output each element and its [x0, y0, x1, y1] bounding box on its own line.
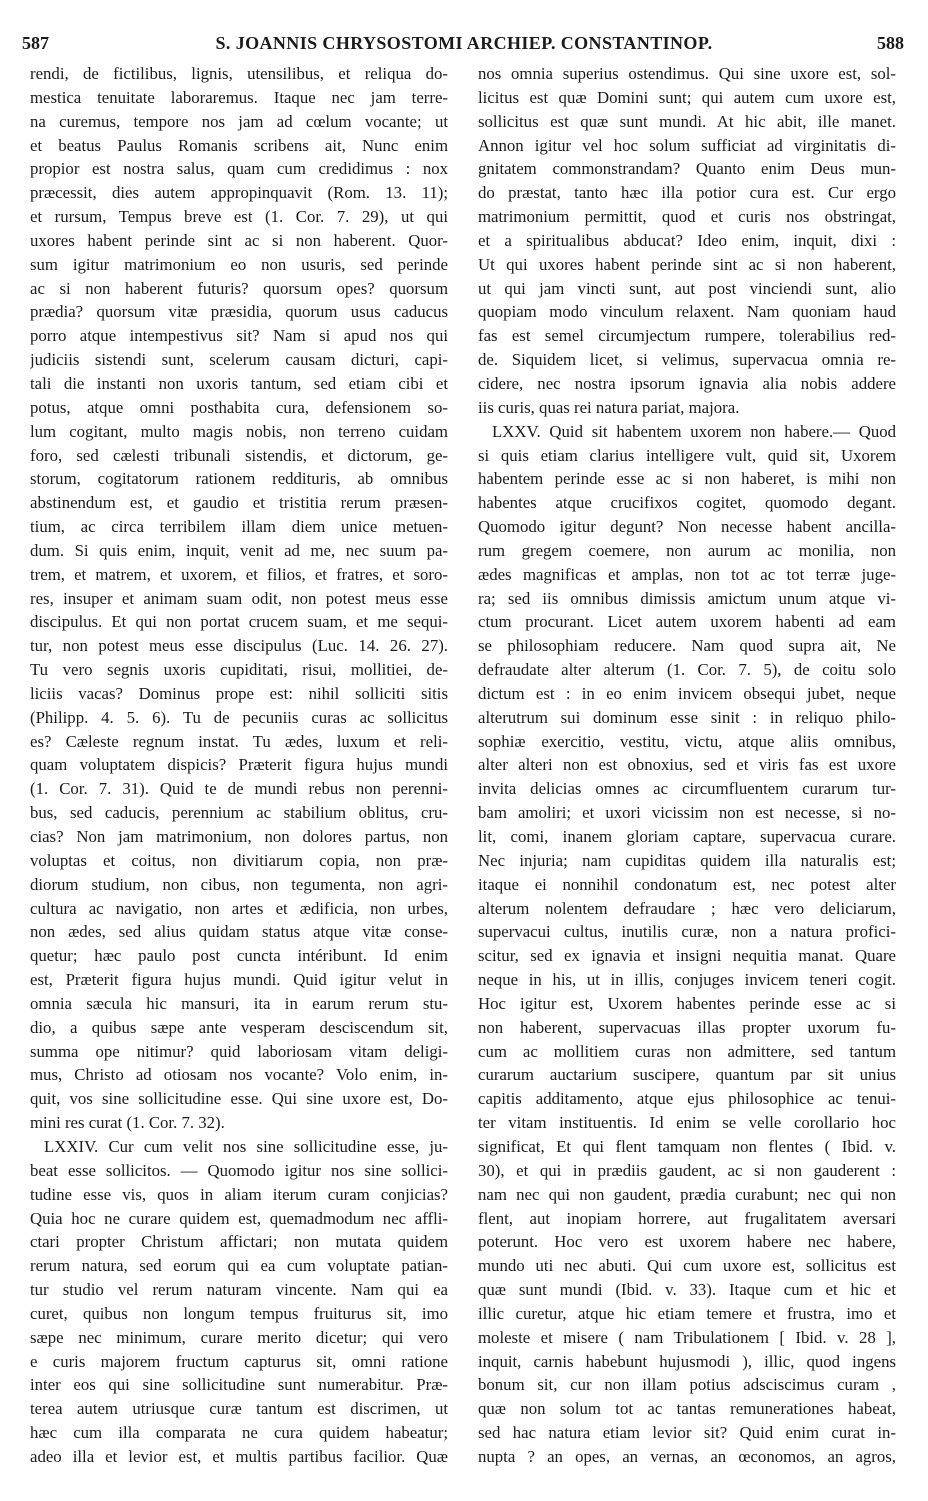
text-line: de. Siquidem licet, si velimus, supervacua omnia re-	[478, 350, 896, 370]
text-line: alter alteri non est obnoxius, sed et viris fas est uxore	[478, 755, 896, 775]
text-line: ctari propter Christum affictari; non mutata quidem	[30, 1232, 448, 1252]
text-line: uxores habent perinde sint ac si non haberent. Quor-	[30, 230, 448, 250]
text-line: si quis etiam clarius intelligere vult, quid sit, Uxorem	[478, 445, 896, 465]
text-line: inquit, carnis habebunt hujusmodi ), illic, quod ingens	[478, 1351, 896, 1371]
text-line: diorum studium, non cibus, non tegumenta, non agri-	[30, 874, 448, 894]
text-line: quetur; hæc paulo post cuncta intéribunt. Id enim	[30, 946, 448, 966]
text-line: prædia? quorsum vitæ præsidia, quorum usus caducus	[30, 302, 448, 322]
text-line: na curemus, tempore nos jam ad cœlum vocante; ut	[30, 111, 448, 131]
text-line: Tu vero segnis uxoris cupiditati, risui, mollitiei, de-	[30, 660, 448, 680]
text-line: (Philipp. 4. 5. 6). Tu de pecuniis curas ac sollicitus	[30, 707, 448, 727]
text-line: sed hac natura etiam levior sit? Quid enim curat in-	[478, 1423, 896, 1443]
text-line: est, Præterit figura hujus mundi. Quid igitur velut in	[30, 970, 448, 990]
text-line: Annon igitur vel hoc solum sufficiat ad virginitatis di-	[478, 135, 896, 155]
text-line: bam amoliri; et uxori vicissim non est necesse, si no-	[478, 803, 896, 823]
text-line: storum, cogitatorum rationem reddituris, ab omnibus	[30, 469, 448, 489]
text-line: e curis majorem fructum capturus sit, omni ratione	[30, 1351, 448, 1371]
text-line: præcessit, dies autem appropinquavit (Rom. 13. 11);	[30, 183, 448, 203]
text-line: Quomodo igitur degunt? Non necesse habent ancilla-	[478, 517, 896, 537]
text-line: cum ac mollitiem curas non admittere, sed tantum	[478, 1041, 896, 1061]
text-line: cidere, nec nostra ipsorum ignavia alia nobis addere	[478, 373, 896, 393]
text-line: rum gregem coemere, non aurum ac monilia, non	[478, 540, 896, 560]
text-line: itaque ei nonnihil condonatum est, nec potest alter	[478, 874, 896, 894]
text-line: habentem perinde esse ac si non haberet, is mihi non	[478, 469, 896, 489]
text-line: nupta ? an opes, an vernas, an œconomos, an agros,	[478, 1446, 896, 1466]
text-line: quopiam modo vinculum relaxent. Nam quoniam haud	[478, 302, 896, 322]
right-text-column	[478, 62, 896, 1469]
text-line: tudine esse vis, quos in aliam iterum curam conjicias?	[30, 1184, 448, 1204]
text-line: alterutrum sui dominum esse sinit : in reliquo philo-	[478, 707, 896, 727]
text-line: sollicitus est quæ sunt mundi. At hic abit, ille manet.	[478, 111, 896, 131]
text-line: trem, et matrem, et uxorem, et filios, et fratres, et soro-	[30, 564, 448, 584]
text-line: Quia hoc ne curare quidem est, quemadmodum nec affli-	[30, 1208, 448, 1228]
text-line: capitis additamento, atque ejus philosophice ac tenui-	[478, 1089, 896, 1109]
text-line: adeo illa et levior est, et multis partibus facilior. Quæ	[30, 1446, 448, 1466]
text-line: sophiæ exercitio, vestitu, victu, atque aliis omnibus,	[478, 731, 896, 751]
text-line: inter eos qui sine sollicitudine sunt numerabitur. Præ-	[30, 1375, 448, 1395]
text-line: 30), et qui in prædiis gaudent, ac si non gauderent :	[478, 1160, 896, 1180]
text-line: non ædes, sed alius quidam status atque vitæ conse-	[30, 922, 448, 942]
text-line: es? Cæleste regnum instat. Tu ædes, luxum et reli-	[30, 731, 448, 751]
text-line: hæc cum illa comparata ne cura quidem habeatur;	[30, 1423, 448, 1443]
running-title: S. JOANNIS CHRYSOSTOMI ARCHIEP. CONSTANTINOP.	[215, 33, 713, 53]
text-line: ac si non haberent futuris? quorsum opes? quorsum	[30, 278, 448, 298]
text-line: LXXV. Quid sit habentem uxorem non habere.— Quod	[492, 421, 896, 441]
text-line: bonum sit, cur non illam potius adsciscimus curam ,	[478, 1375, 896, 1395]
text-line: scitur, sed ex ignavia et insigni nequitia manat. Quare	[478, 946, 896, 966]
text-line: porro atque intempestivus sit? Nam si apud nos qui	[30, 326, 448, 346]
text-line: quæ non solum tot ac tantas remunerationes habeat,	[478, 1399, 896, 1419]
text-line: cias? Non jam matrimonium, non dolores partus, non	[30, 827, 448, 846]
right-page-number: 588	[877, 33, 904, 53]
text-line: LXXIV. Cur cum velit nos sine sollicitudine esse, ju-	[44, 1136, 448, 1156]
text-line: tur, non potest meus esse discipulus (Luc. 14. 26. 27).	[30, 636, 448, 656]
text-line: alterum nolentem defraudare ; hæc vero deliciarum,	[478, 898, 896, 918]
text-line: summa ope nitimur? quid laboriosam vitam deligi-	[30, 1041, 448, 1061]
text-line: significat, Et qui flent tamquam non flentes ( Ibid. v.	[478, 1136, 896, 1156]
text-line: invita delicias omnes ac circumfluentem curarum tur-	[478, 779, 896, 799]
text-line: quæ sunt mundi (Ibid. v. 33). Itaque cum et hic et	[478, 1280, 896, 1300]
text-line: Ut qui uxores habent perinde sint ac si non haberent,	[478, 254, 896, 274]
text-line: terea autem utriusque curæ tantum est discrimen, ut	[30, 1399, 448, 1419]
text-line: potus, atque omni posthabita cura, defensionem so-	[30, 397, 448, 417]
text-line: licitus est quæ Domini sunt; qui autem cum uxore est,	[478, 87, 896, 107]
text-line: poterunt. Hoc vero est uxorem habere nec habere,	[478, 1232, 896, 1252]
text-line: tium, ac circa terribilem illam diem unice metuen-	[30, 517, 448, 537]
text-line: ut qui jam vincti sunt, aut post vinciendi sunt, alio	[478, 278, 896, 298]
text-line: beat esse sollicitos. — Quomodo igitur nos sine sollici-	[30, 1160, 448, 1180]
left-text-column	[30, 62, 448, 1469]
text-line: ædes magnificas et amplas, non tot ac tot terræ juge-	[478, 564, 896, 584]
text-line: sæpe nec minimum, curare merito dicetur; qui vero	[30, 1327, 448, 1347]
text-line: matrimonium permittit, quod et curis nos obstringat,	[478, 207, 896, 227]
left-page-number: 587	[22, 33, 49, 53]
text-line: propior est nostra salus, quam cum credidimus : nox	[30, 159, 448, 179]
text-line: neque in his, ut in illis, conjuges invicem teneri cogit.	[478, 970, 896, 990]
text-line: tali die instanti non uxoris tantum, sed etiam cibi et	[30, 373, 448, 393]
text-line: gnitatem commonstrandam? Quanto enim Deus mun-	[478, 159, 896, 179]
text-line: habentes atque crucifixos cogitet, quomodo degant.	[478, 493, 896, 513]
text-line: quit, vos sine sollicitudine esse. Qui sine uxore est, Do-	[30, 1089, 448, 1109]
text-line: illic curetur, atque hic etiam temere et frustra, imo et	[478, 1303, 896, 1323]
text-line: rendi, de fictilibus, lignis, utensilibus, et reliqua do-	[30, 64, 448, 83]
text-line: et beatus Paulus Romanis scribens ait, Nunc enim	[30, 135, 448, 155]
text-line: curet, quibus non longum tempus fruiturus sit, imo	[30, 1303, 448, 1323]
text-line: dio, a quibus sæpe ante vesperam desciscendum sit,	[30, 1017, 448, 1037]
text-line: non haberent, supervacuas illas propter uxorum fu-	[478, 1017, 896, 1037]
text-line: curarum auctarium suscipere, quantum par sit unius	[478, 1065, 896, 1085]
text-line: voluptas et coitus, non divitiarum copia, non præ-	[30, 850, 448, 870]
text-line: mini res curat (1. Cor. 7. 32).	[30, 1113, 225, 1133]
text-line: rerum natura, sed eorum qui ea cum voluptate patian-	[30, 1256, 448, 1276]
text-line: dum. Si quis enim, inquit, venit ad me, nec suum pa-	[30, 540, 448, 560]
text-line: sum igitur matrimonium eo non usuris, sed perinde	[30, 254, 448, 274]
text-line: moleste et misere ( nam Tribulationem [ Ibid. v. 28 ],	[478, 1327, 896, 1347]
text-line: se philosophiam reducere. Nam quod supra ait, Ne	[478, 636, 896, 656]
text-line: et a spiritualibus abducat? Ideo enim, inquit, dixi :	[478, 230, 896, 250]
text-line: flent, aut inopiam horrere, aut frugalitatem aversari	[478, 1208, 896, 1228]
text-line: judiciis sistendi sunt, scelerum causam dicturi, capi-	[30, 350, 448, 370]
text-line: ter vitam instituentis. Id enim se velle corollario hoc	[478, 1113, 896, 1133]
text-line: quam voluptatem dispicis? Præterit figura hujus mundi	[30, 755, 448, 775]
text-line: foro, sed cælesti tribunali sistendis, et dictorum, ge-	[30, 445, 448, 465]
text-line: liciis vacas? Dominus prope est: nihil solliciti sitis	[30, 683, 448, 703]
text-line: res, insuper et animam suam odit, non potest meus esse	[30, 588, 448, 608]
text-line: bus, sed caducis, perennium ac stabilium oblitus, cru-	[30, 803, 448, 823]
text-line: defraudate alter alterum (1. Cor. 7. 5), de coitu solo	[478, 660, 896, 680]
text-line: lit, comi, inanem gloriam captare, supervacua curare.	[478, 827, 896, 846]
text-line: (1. Cor. 7. 31). Quid te de mundi rebus non perenni-	[30, 779, 448, 799]
text-line: mundo uti nec abuti. Qui cum uxore est, sollicitus est	[478, 1256, 896, 1276]
text-line: Hoc igitur est, Uxorem habentes perinde esse ac si	[478, 993, 896, 1013]
text-line: nos omnia superius ostendimus. Qui sine uxore est, sol-	[478, 64, 896, 83]
text-line: discipulus. Et qui non portat crucem suam, et me sequi-	[30, 612, 448, 632]
text-line: lum cogitant, multo magis nobis, non terreno cuidam	[30, 421, 448, 441]
text-line: nam nec qui non gaudent, prædia curabunt; nec qui non	[478, 1184, 896, 1204]
text-line: iis curis, quas rei natura pariat, majora.	[478, 397, 740, 417]
text-line: do præstat, tanto hæc illa potior cura est. Cur ergo	[478, 183, 896, 203]
text-line: omnia sæcula hic mansuri, ita in earum rerum stu-	[30, 993, 448, 1013]
text-line: dictum est : in eo enim invicem obsequi jubet, neque	[478, 683, 896, 703]
text-line: Nec injuria; nam cupiditas quidem illa naturalis est;	[478, 850, 896, 870]
text-line: ctum procurant. Licet autem uxorem habenti ad eam	[478, 612, 896, 632]
text-line: cultura ac navigatio, non artes et ædificia, non urbes,	[30, 898, 448, 918]
text-line: mestica tenuitate laboraremus. Itaque nec jam terre-	[30, 87, 448, 107]
text-line: mus, Christo ad otiosam nos vocante? Volo enim, in-	[30, 1065, 448, 1085]
text-line: supervacui cultus, inutilis curæ, non a natura profici-	[478, 922, 896, 942]
text-line: ra; sed iis omnibus dimissis amictum unum atque vi-	[478, 588, 896, 608]
text-line: tur studio vel rerum naturam vincente. Nam qui ea	[30, 1280, 448, 1300]
text-line: et rursum, Tempus breve est (1. Cor. 7. 29), ut qui	[30, 207, 448, 227]
text-line: fas est semel circumjectum rumpere, tolerabilius red-	[478, 326, 896, 346]
text-line: abstinendum est, et gaudio et tristitia rerum præsen-	[30, 493, 448, 513]
